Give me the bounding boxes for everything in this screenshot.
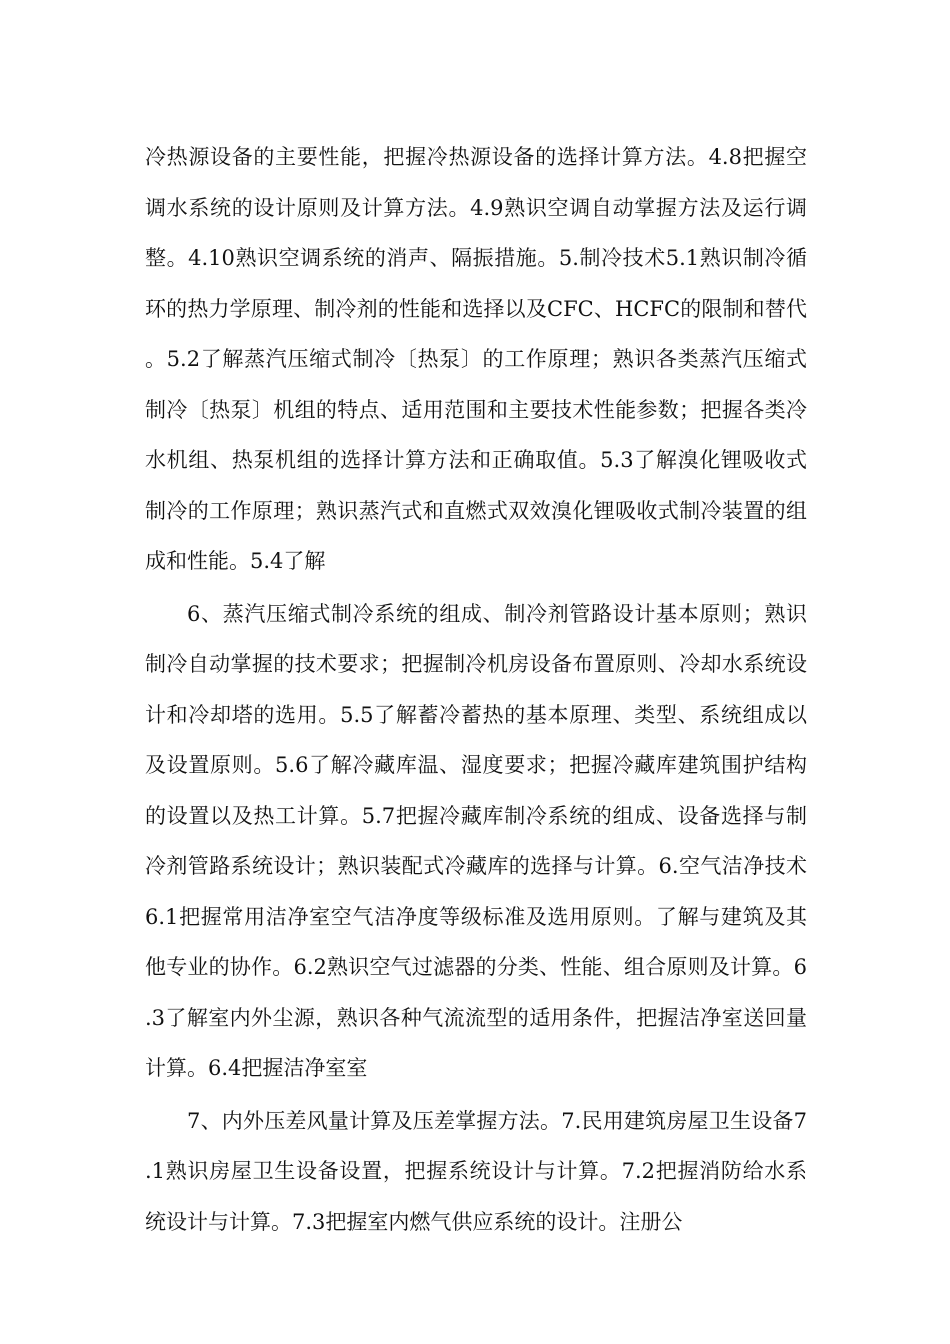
paragraph-section-7: 7、内外压差风量计算及压差掌握方法。7.民用建筑房屋卫生设备7.1熟识房屋卫生设备设置，把握系统设计与计算。7.2把握消防给水系统设计与计算。7.3把握室内燃气供应系统的设计。注册公 bbox=[145, 1108, 807, 1234]
document-page bbox=[145, 132, 807, 1247]
paragraph-section-6: 6、蒸汽压缩式制冷系统的组成、制冷剂管路设计基本原则；熟识制冷自动掌握的技术要求；把握制冷机房设备布置原则、冷却水系统设计和冷却塔的选用。5.5了解蓄冷蓄热的基本原理、类型、系统组成以及设置原则。5.6了解冷藏库温、湿度要求；把握冷藏库建筑围护结构的设置以及热工计算。5.7把握冷藏库制冷系统的组成、设备选择与制冷剂管路系统设计；熟识装配式冷藏库的选择与计算。6.空气洁净技术6.1把握常用洁净室空气洁净度等级标准及选用原则。了解与建筑及其他专业的协作。6.2熟识空气过滤器的分类、性能、组合原则及计算。6.3了解室内外尘源，熟识各种气流流型的适用条件，把握洁净室送回量计算。6.4把握洁净室室 bbox=[145, 601, 807, 1080]
paragraph-continued: 冷热源设备的主要性能，把握冷热源设备的选择计算方法。4.8把握空调水系统的设计原则及计算方法。4.9熟识空调自动掌握方法及运行调整。4.10熟识空调系统的消声、隔振措施。5.制冷技术5.1熟识制冷循环的热力学原理、制冷剂的性能和选择以及CFC、HCFC的限制和替代。5.2了解蒸汽压缩式制冷〔热泵〕的工作原理；熟识各类蒸汽压缩式制冷〔热泵〕机组的特点、适用范围和主要技术性能参数；把握各类冷水机组、热泵机组的选择计算方法和正确取值。5.3了解溴化锂吸收式制冷的工作原理；熟识蒸汽式和直燃式双效溴化锂吸收式制冷装置的组成和性能。5.4了解 bbox=[145, 145, 807, 573]
